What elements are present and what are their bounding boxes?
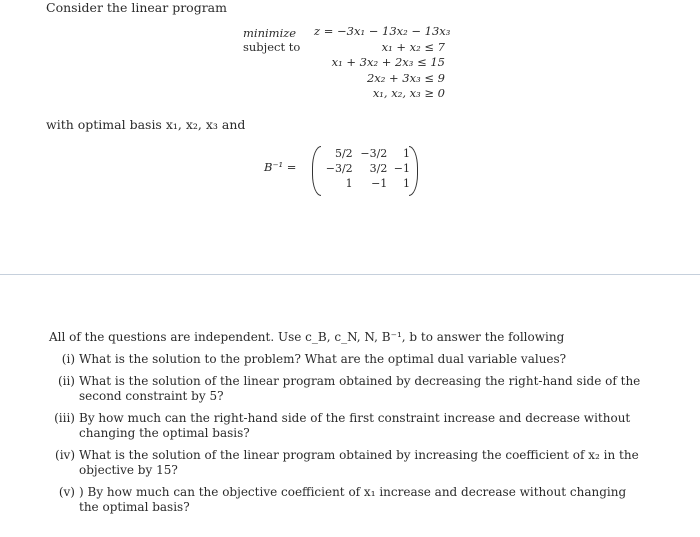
- objective-function: z = −3x₁ − 13x₂ − 13x₃: [314, 24, 451, 38]
- question-item: [47, 411, 647, 441]
- question-list: [47, 352, 647, 522]
- question-text: By how much can the right-hand side of the first constraint increase and decrease without changing the optimal basis?: [79, 411, 631, 440]
- matrix-cell: 1: [403, 177, 410, 190]
- minimize-label: minimize: [243, 26, 297, 40]
- section-divider: [0, 274, 700, 275]
- question-text: What is the solution of the linear program obtained by increasing the coefficient of x₂ in the objective by 15?: [79, 448, 639, 477]
- binv-label: B⁻¹ =: [264, 160, 297, 174]
- binv-matrix: [312, 146, 418, 194]
- matrix-cell: −1: [393, 162, 410, 175]
- question-item: [47, 485, 647, 515]
- lp-formulation: [300, 24, 451, 102]
- matrix-cell: 3/2: [369, 162, 388, 175]
- question-item: [47, 448, 647, 478]
- question-number: (iv): [55, 448, 75, 462]
- question-text: What is the solution of the linear program obtained by decreasing the right-hand side of the second constraint by 5?: [79, 374, 641, 403]
- constraint-2: x₁ + 3x₂ + 2x₃ ≤ 15: [331, 55, 445, 69]
- right-parenthesis: [409, 146, 418, 196]
- questions-intro: All of the questions are independent. Use c_B, c_N, N, B⁻¹, b to answer the following: [49, 330, 565, 344]
- matrix-row: [320, 146, 412, 161]
- matrix-cell: 1: [345, 177, 353, 190]
- matrix-cell: 5/2: [334, 147, 353, 160]
- constraint-3: 2x₂ + 3x₃ ≤ 9: [366, 70, 445, 85]
- question-text: What is the solution to the problem? What are the optimal dual variable values?: [79, 352, 567, 366]
- question-number: (i): [61, 352, 75, 366]
- question-item: [47, 374, 647, 404]
- matrix-cell: −1: [371, 177, 388, 190]
- question-text: ) By how much can the objective coefficient of x₁ increase and decrease without changing the optimal basis?: [79, 485, 627, 514]
- subject-to-label: subject to: [243, 40, 301, 54]
- matrix-row: [320, 176, 412, 191]
- question-number: (iii): [54, 411, 75, 425]
- matrix-table: [320, 146, 412, 191]
- matrix-cell: 1: [403, 147, 410, 160]
- basis-statement: with optimal basis x₁, x₂, x₃ and: [46, 117, 246, 132]
- matrix-cell: −3/2: [360, 147, 388, 160]
- question-number: (ii): [57, 374, 75, 388]
- matrix-cell: −3/2: [325, 162, 353, 175]
- constraint-1: x₁ + x₂ ≤ 7: [381, 39, 445, 54]
- intro-text: Consider the linear program: [46, 0, 227, 15]
- question-number: (v): [58, 485, 75, 499]
- matrix-row: [320, 161, 412, 176]
- nonnegativity-constraint: x₁, x₂, x₃ ≥ 0: [372, 86, 445, 100]
- question-item: [47, 352, 647, 367]
